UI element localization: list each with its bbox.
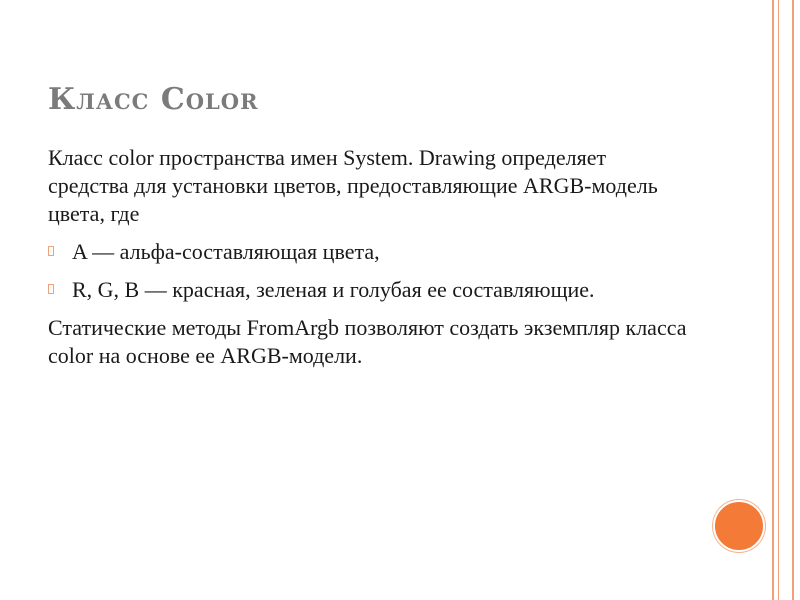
bullet-text: R, G, B — красная, зеленая и голубая ее составляющие. — [72, 277, 595, 302]
bullet-icon — [48, 246, 54, 256]
decorative-line — [778, 0, 779, 600]
decorative-line — [772, 0, 774, 600]
decorative-line — [792, 0, 794, 600]
decorative-circle — [713, 500, 765, 552]
bullet-item — [48, 238, 688, 266]
bullet-text: A — альфа-составляющая цвета, — [72, 239, 380, 264]
slide-title: Класс Color — [48, 82, 259, 117]
bullet-icon — [48, 284, 54, 294]
bullet-item — [48, 276, 688, 304]
intro-paragraph: Класс color пространства имен System. Drawing определяет средства для установки цветов, предоставляющие ARGB-модель цвета, где — [48, 145, 658, 226]
conclusion-paragraph: Статические методы FromArgb позволяют создать экземпляр класса color на основе ее ARGB-модели. — [48, 315, 687, 368]
slide-body — [48, 144, 688, 380]
